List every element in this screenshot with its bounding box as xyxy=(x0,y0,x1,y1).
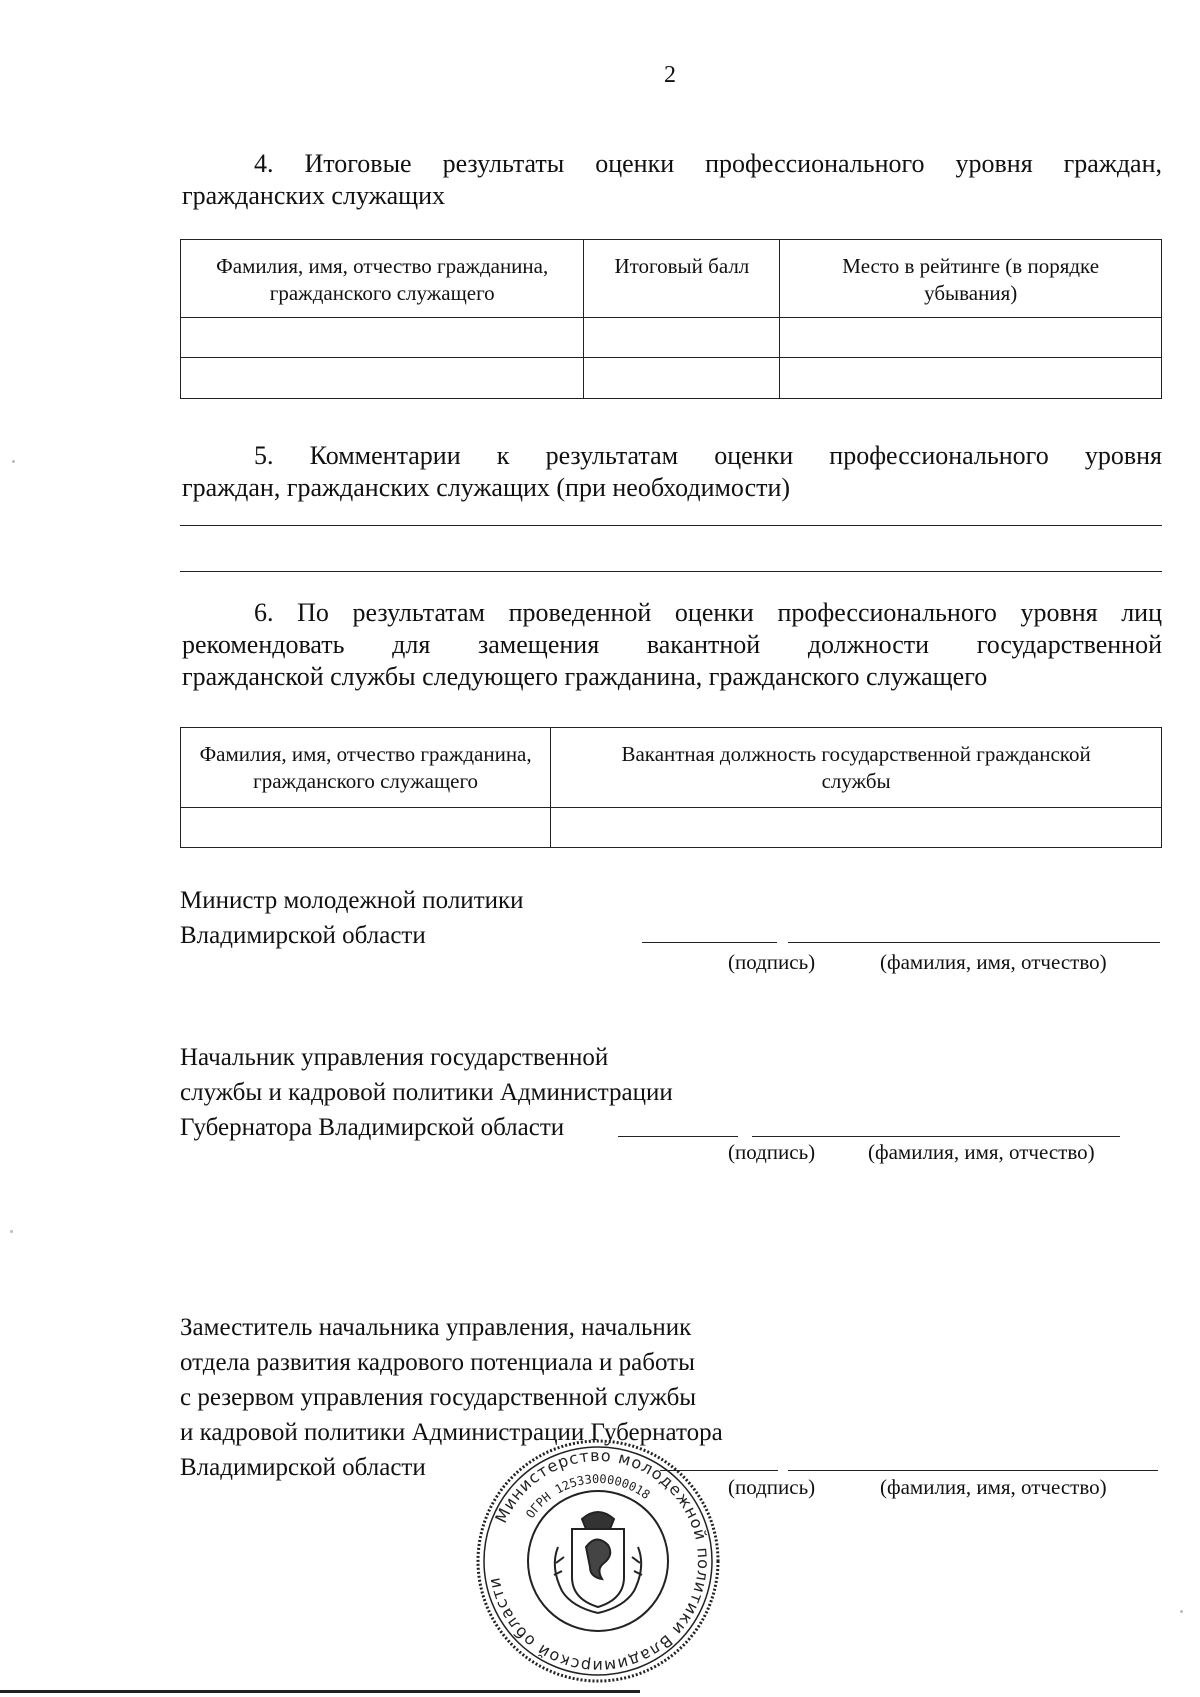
table-cell xyxy=(551,808,1162,848)
deputy-line-3: с резервом управления государственной службы xyxy=(180,1384,697,1411)
minister-signature-line xyxy=(642,942,777,943)
head-line-2: службы и кадровой политики Администрации xyxy=(180,1079,673,1106)
section-5-line-1: 5. Комментарии к результатам оценки профессионального уровня xyxy=(254,441,1162,470)
section-4-line-1: 4. Итоговые результаты оценки профессионального уровня граждан, xyxy=(254,149,1162,178)
table-row xyxy=(181,318,1162,358)
head-name-line xyxy=(752,1136,1120,1137)
head-title xyxy=(180,1040,673,1145)
section-6-text xyxy=(182,597,1162,693)
head-line-3: Губернатора Владимирской области xyxy=(180,1114,565,1141)
deputy-name-line xyxy=(788,1470,1158,1471)
deputy-caption-name: (фамилия, имя, отчество) xyxy=(880,1475,1107,1499)
table-cell xyxy=(181,358,584,399)
results-table xyxy=(180,239,1162,399)
results-header-name: Фамилия, имя, отчество гражданина, гражданского служащего xyxy=(181,240,584,318)
head-line-1: Начальник управления государственной xyxy=(180,1044,609,1071)
recommendation-header-position: Вакантная должность государственной гражданской службы xyxy=(551,728,1162,808)
deputy-line-2: отдела развития кадрового потенциала и работы xyxy=(180,1349,695,1376)
section-5-line-2: граждан, гражданских служащих (при необходимости) xyxy=(182,473,791,502)
seal-ogrn: ОГРН 1253300000018 xyxy=(523,1471,653,1521)
section-5-text xyxy=(182,440,1162,504)
table-cell xyxy=(780,358,1162,399)
results-header-rank: Место в рейтинге (в порядке убывания) xyxy=(780,240,1162,318)
coat-of-arms-icon xyxy=(554,1512,642,1613)
results-table-header-row xyxy=(181,240,1162,318)
table-cell xyxy=(181,318,584,358)
head-signature-line xyxy=(618,1136,738,1137)
section-4-line-2: гражданских служащих xyxy=(182,181,446,210)
results-header-score: Итоговый балл xyxy=(584,240,780,318)
section-6-line-1: 6. По результатам проведенной оценки профессионального уровня лиц xyxy=(254,598,1162,627)
minister-title xyxy=(180,883,524,953)
table-cell xyxy=(584,358,780,399)
recommendation-table-header-row xyxy=(181,728,1162,808)
comment-line-2 xyxy=(180,571,1162,572)
head-caption-name: (фамилия, имя, отчество) xyxy=(868,1140,1095,1164)
scan-speck xyxy=(12,460,15,463)
scan-speck xyxy=(10,1230,13,1233)
table-row xyxy=(181,358,1162,399)
deputy-line-1: Заместитель начальника управления, начальник xyxy=(180,1314,692,1341)
minister-line-2: Владимирской области xyxy=(180,922,426,949)
recommendation-table xyxy=(180,727,1162,848)
table-cell xyxy=(780,318,1162,358)
table-cell xyxy=(584,318,780,358)
minister-caption-signature: (подпись) xyxy=(728,950,816,974)
head-caption-signature: (подпись) xyxy=(728,1140,816,1164)
official-seal-icon xyxy=(474,1437,722,1687)
minister-caption-name: (фамилия, имя, отчество) xyxy=(880,950,1107,974)
minister-name-line xyxy=(788,942,1160,943)
section-6-line-3: гражданской службы следующего гражданина, гражданского служащего xyxy=(182,662,988,691)
section-6-line-2: рекомендовать для замещения вакантной должности государственной xyxy=(182,630,1162,659)
deputy-caption-signature: (подпись) xyxy=(728,1475,816,1499)
scan-speck xyxy=(1180,1610,1183,1613)
recommendation-header-name: Фамилия, имя, отчество гражданина, гражданского служащего xyxy=(181,728,551,808)
minister-line-1: Министр молодежной политики xyxy=(180,887,524,914)
bottom-rule xyxy=(0,1690,640,1693)
comment-line-1 xyxy=(180,525,1162,526)
section-4-text xyxy=(182,148,1162,212)
page-number: 2 xyxy=(664,62,676,88)
deputy-line-4: и кадровой политики Администрации Губернатора xyxy=(180,1419,723,1446)
deputy-line-5: Владимирской области xyxy=(180,1454,426,1481)
seal-outer-text: Министерство молодежной политики Владимирской области xyxy=(484,1445,714,1677)
table-cell xyxy=(181,808,551,848)
table-row xyxy=(181,808,1162,848)
